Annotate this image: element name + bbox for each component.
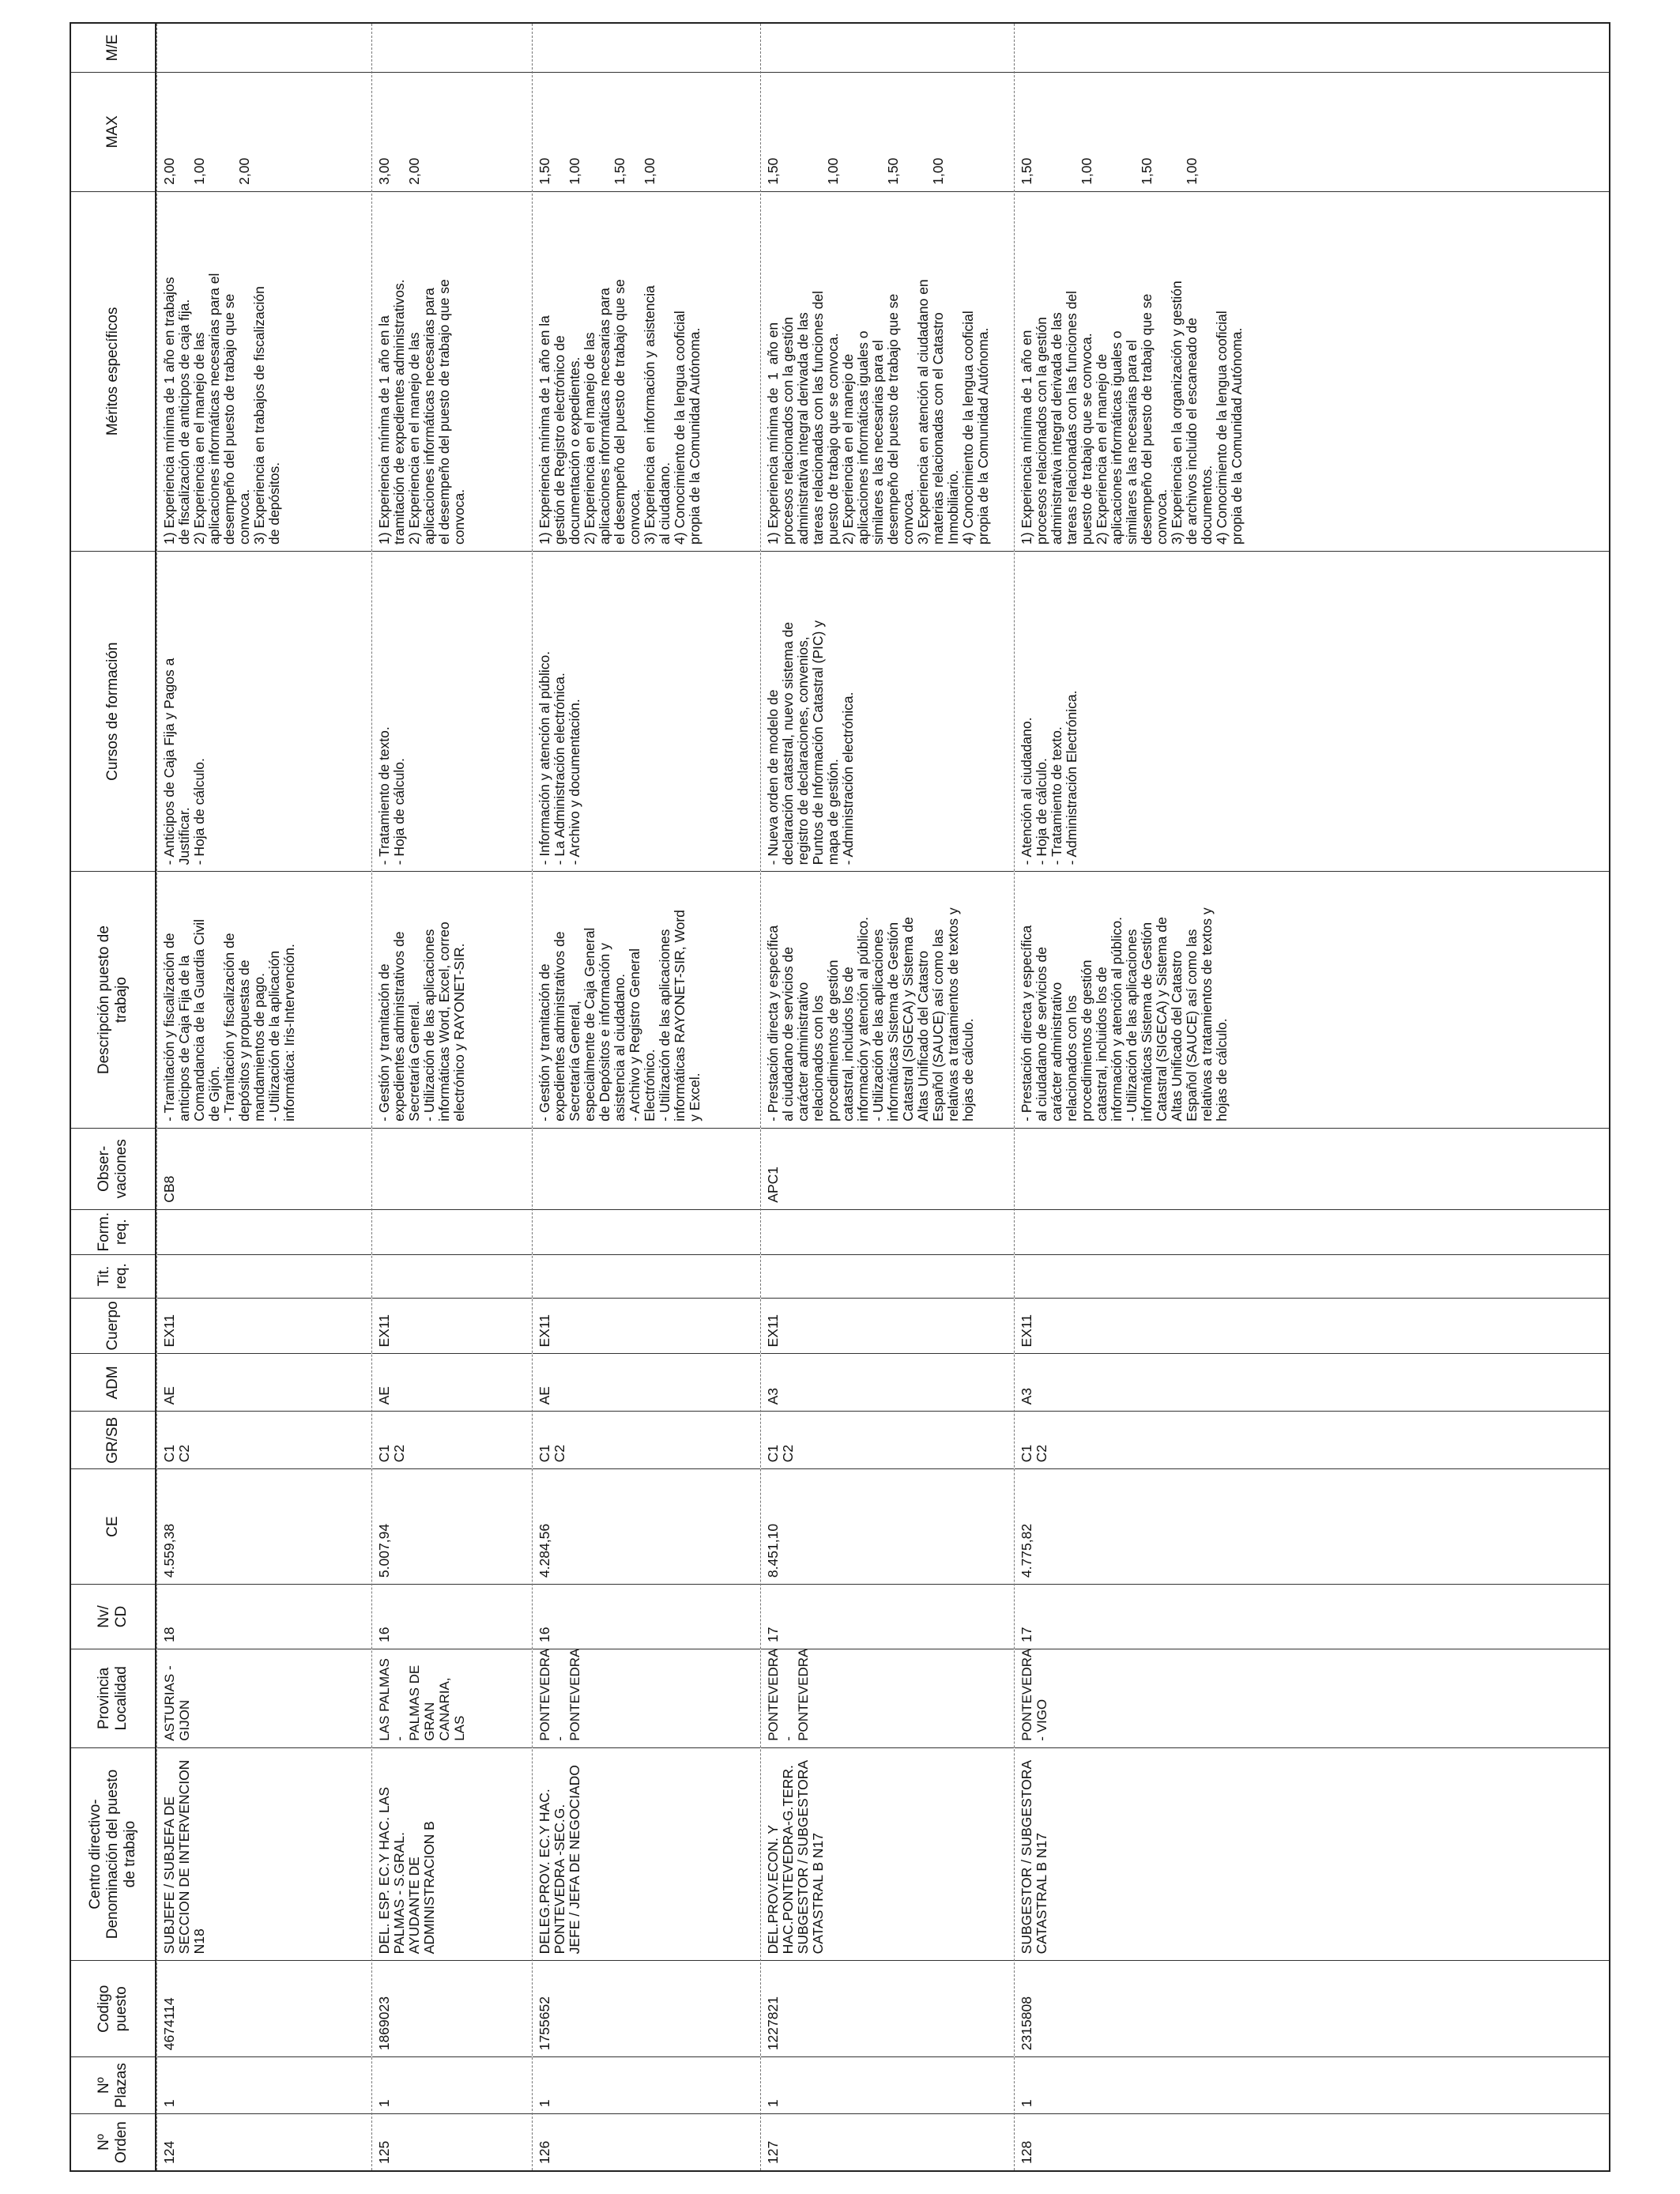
cell-obs: APC1 — [761, 1128, 1014, 1209]
cell-me — [1015, 24, 1609, 72]
cell-meritos: 1) Experiencia mínima de 1 año en la tramitación de expedientes administrativos. 2) Experiencia en el manejo de las aplicaciones informáticas necesarias para el desempeño del puesto de trabajo que se convoca. — [372, 191, 532, 551]
cell-me — [533, 24, 760, 72]
cell-descripcion: - Tramitación y fiscalización de anticipos de Caja Fija de la Comandancia de la Guardia Civil de Gijón. - Tramitación y fiscalización de depósitos y propuestas de mandamientos de pago. - Utilización de la aplicación informática: Iris-Intervención. — [157, 871, 371, 1127]
cell-max: 1,50 1,00 1,50 1,00 — [533, 72, 760, 191]
header-meritos: Méritos específicos — [71, 191, 155, 551]
cell-orden: 127 — [761, 2113, 1014, 2170]
cell-cursos: - Nueva orden de modelo de declaración catastral, nuevo sistema de registro de declaraciones, convenios, Puntos de Información Catastral (PIC) y mapa de gestión. - Administración electrónica. — [761, 551, 1014, 871]
cell-tit — [761, 1254, 1014, 1298]
cell-form — [157, 1209, 371, 1254]
header-provincia: Provincia Localidad — [71, 1649, 155, 1747]
header-me: M/E — [104, 34, 121, 62]
cell-tit — [1015, 1254, 1609, 1298]
cell-obs — [533, 1128, 760, 1209]
cell-plazas: 1 — [157, 2056, 371, 2113]
header-codigo: Codigo puesto — [71, 1960, 155, 2056]
cell-cuerpo: EX11 — [372, 1298, 532, 1354]
cell-centro: DEL.PROV.ECON. Y HAC.PONTEVEDRA-G.TERR. SUBGESTOR / SUBGESTORA CATASTRAL B N17 — [761, 1747, 1014, 1961]
cell-centro: SUBJEFE / SUBJEFA DE SECCION DE INTERVENCION N18 — [157, 1747, 371, 1961]
cell-nivel: 18 — [157, 1584, 371, 1649]
cell-descripcion: - Gestión y tramitación de expedientes administrativos de Secretaría General, especialmente de Caja General de Depósitos e información y asistencia al ciudadano. - Archivo y Registro General Electrónico. - Utilización de las aplicaciones informáticas RAYONET-SIR, Word y Excel. — [533, 871, 760, 1127]
cell-cursos: - Información y atención al público. - La Administración electrónica. - Archivo y documentación. — [533, 551, 760, 871]
cell-provincia: PONTEVEDRA - PONTEVEDRA — [533, 1649, 760, 1747]
job-positions-table — [70, 22, 1610, 2172]
cell-codigo: 1755652 — [533, 1960, 760, 2056]
header-grsb: GR/SB — [71, 1411, 155, 1468]
cell-cursos: - Tratamiento de texto. - Hoja de cálculo. — [372, 551, 532, 871]
header-form: Form. req. — [71, 1209, 155, 1254]
header-orden: Nº Orden — [71, 2113, 155, 2170]
cell-meritos: 1) Experiencia mínima de 1 año en procesos relacionados con la gestión administrativa integral derivada de las tareas relacionadas con las funciones del puesto de trabajo que se convoca. 2) Experiencia en el manejo de aplicaciones informáticas iguales o similares a las necesarias para el desempeño del puesto de trabajo que se convoca. 3) Experiencia en atención al ciudadano en materias relacionadas con el Catastro Inmobiliario. 4) Conocimiento de la lengua cooficial propia de la Comunidad Autónoma. — [761, 191, 1014, 551]
cell-me — [372, 24, 532, 72]
table-header-row — [71, 24, 156, 2170]
cell-adm: AE — [533, 1353, 760, 1411]
cell-grsb: C1 C2 — [372, 1411, 532, 1468]
cell-max: 2,00 1,00 2,00 — [157, 72, 371, 191]
cell-orden: 124 — [157, 2113, 371, 2170]
cell-descripcion: - Gestión y tramitación de expedientes administrativos de Secretaría General. - Utilización de las aplicaciones informáticas Word, Excel, correo electrónico y RAYONET-SIR. — [372, 871, 532, 1127]
cell-nivel: 17 — [761, 1584, 1014, 1649]
cell-tit — [533, 1254, 760, 1298]
header-nivel: Nv/ CD — [71, 1584, 155, 1649]
cell-nivel: 16 — [533, 1584, 760, 1649]
cell-centro: DELEG.PROV. EC.Y HAC. PONTEVEDRA -SEC.G. JEFE / JEFA DE NEGOCIADO — [533, 1747, 760, 1961]
table-row — [532, 24, 760, 2170]
cell-meritos: 1) Experiencia mínima de 1 año en la gestión de Registro electrónico de documentación o expedientes. 2) Experiencia en el manejo de las aplicaciones informáticas necesarias para el desempeño del puesto de trabajo que se convoca. 3) Experiencia en información y asistencia al ciudadano. 4) Conocimiento de la lengua cooficial propia de la Comunidad Autónoma. — [533, 191, 760, 551]
cell-centro: DEL. ESP. EC.Y HAC. LAS PALMAS - S.GRAL. AYUDANTE DE ADMINISTRACION B — [372, 1747, 532, 1961]
cell-grsb: C1 C2 — [157, 1411, 371, 1468]
cell-plazas: 1 — [761, 2056, 1014, 2113]
table-row — [371, 24, 532, 2170]
header-ce: CE — [71, 1468, 155, 1584]
header-plazas: Nº Plazas — [71, 2056, 155, 2113]
cell-max: 1,50 1,00 1,50 1,00 — [761, 72, 1014, 191]
cell-centro: SUBGESTOR / SUBGESTORA CATASTRAL B N17 — [1015, 1747, 1609, 1961]
cell-adm: AE — [372, 1353, 532, 1411]
header-cuerpo: Cuerpo — [71, 1298, 155, 1354]
cell-form — [761, 1209, 1014, 1254]
cell-obs — [372, 1128, 532, 1209]
cell-cuerpo: EX11 — [761, 1298, 1014, 1354]
table-row — [1014, 24, 1609, 2170]
cell-provincia: ASTURIAS - GIJON — [157, 1649, 371, 1747]
cell-codigo: 2315808 — [1015, 1960, 1609, 2056]
cell-max: 1,50 1,00 1,50 1,00 — [1015, 72, 1609, 191]
cell-form — [372, 1209, 532, 1254]
cell-orden: 128 — [1015, 2113, 1609, 2170]
header-cursos: Cursos de formación — [71, 551, 155, 871]
cell-max: 3,00 2,00 — [372, 72, 532, 191]
cell-ce: 4.775,82 — [1015, 1468, 1609, 1584]
cell-meritos: 1) Experiencia mínima de 1 año en trabajos de fiscalización de anticipos de caja fija. 2) Experiencia en el manejo de las aplicaciones informáticas necesarias para el desempeño del puesto de trabajo que se convoca. 3) Experiencia en trabajos de fiscalización de depósitos. — [157, 191, 371, 551]
cell-adm: A3 — [761, 1353, 1014, 1411]
table-row — [156, 24, 371, 2170]
table-row — [760, 24, 1014, 2170]
cell-codigo: 4674114 — [157, 1960, 371, 2056]
cell-adm: A3 — [1015, 1353, 1609, 1411]
cell-ce: 5.007,94 — [372, 1468, 532, 1584]
cell-form — [1015, 1209, 1609, 1254]
cell-meritos: 1) Experiencia mínima de 1 año en procesos relacionados con la gestión administrativa integral derivada de las tareas relacionadas con las funciones del puesto de trabajo que se convoca. 2) Experiencia en el manejo de aplicaciones informáticas iguales o similares a las necesarias para el desempeño del puesto de trabajo que se convoca. 3) Experiencia en la organización y gestión de archivos incluido el escaneado de documentos. 4) Conocimiento de la lengua cooficial propia de la Comunidad Autónoma. — [1015, 191, 1609, 551]
cell-grsb: C1 C2 — [761, 1411, 1014, 1468]
cell-cursos: - Atención al ciudadano. - Hoja de cálculo. - Tratamiento de texto. - Administración Electrónica. — [1015, 551, 1609, 871]
cell-codigo: 1869023 — [372, 1960, 532, 2056]
cell-provincia: LAS PALMAS - PALMAS DE GRAN CANARIA, LAS — [372, 1649, 532, 1747]
cell-ce: 4.284,56 — [533, 1468, 760, 1584]
cell-descripcion: - Prestación directa y específica al ciudadano de servicios de carácter administrativo relacionados con los procedimientos de gestión catastral, incluidos los de información y atención al público. - Utilización de las aplicaciones informáticas Sistema de Gestión Catastral (SIGECA) y Sistema de Altas Unificado del Catastro Español (SAUCE) así como las relativas a tratamientos de textos y hojas de cálculo. — [1015, 871, 1609, 1127]
cell-nivel: 16 — [372, 1584, 532, 1649]
header-tit: Tit. req. — [71, 1254, 155, 1298]
cell-codigo: 1227821 — [761, 1960, 1014, 2056]
cell-adm: AE — [157, 1353, 371, 1411]
cell-grsb: C1 C2 — [1015, 1411, 1609, 1468]
cell-provincia: PONTEVEDRA - PONTEVEDRA — [761, 1649, 1014, 1747]
cell-me — [761, 24, 1014, 72]
cell-cuerpo: EX11 — [1015, 1298, 1609, 1354]
cell-me — [157, 24, 371, 72]
cell-plazas: 1 — [533, 2056, 760, 2113]
cell-grsb: C1 C2 — [533, 1411, 760, 1468]
cell-orden: 126 — [533, 2113, 760, 2170]
cell-obs: CB8 — [157, 1128, 371, 1209]
cell-form — [533, 1209, 760, 1254]
cell-cursos: - Anticipos de Caja Fija y Pagos a Justificar. - Hoja de cálculo. — [157, 551, 371, 871]
cell-nivel: 17 — [1015, 1584, 1609, 1649]
cell-orden: 125 — [372, 2113, 532, 2170]
cell-cuerpo: EX11 — [157, 1298, 371, 1354]
cell-ce: 4.559,38 — [157, 1468, 371, 1584]
header-max: MAX — [71, 72, 155, 191]
cell-obs — [1015, 1128, 1609, 1209]
cell-ce: 8.451,10 — [761, 1468, 1014, 1584]
header-descripcion: Descripción puesto de trabajo — [71, 871, 155, 1128]
cell-plazas: 1 — [1015, 2056, 1609, 2113]
header-obs: Obser- vaciones — [71, 1128, 155, 1209]
header-centro: Centro directivo- Denominación del puesto de trabajo — [71, 1747, 155, 1961]
cell-tit — [372, 1254, 532, 1298]
cell-cuerpo: EX11 — [533, 1298, 760, 1354]
cell-descripcion: - Prestación directa y específica al ciudadano de servicios de carácter administrativo relacionados con los procedimientos de gestión catastral, incluidos los de información y atención al público. - Utilización de las aplicaciones informáticas Sistema de Gestión Catastral (SIGECA) y Sistema de Altas Unificado del Catastro Español (SAUCE) así como las relativas a tratamientos de textos y hojas de cálculo. — [761, 871, 1014, 1127]
cell-provincia: PONTEVEDRA - VIGO — [1015, 1649, 1609, 1747]
cell-plazas: 1 — [372, 2056, 532, 2113]
header-adm: ADM — [71, 1353, 155, 1411]
cell-tit — [157, 1254, 371, 1298]
